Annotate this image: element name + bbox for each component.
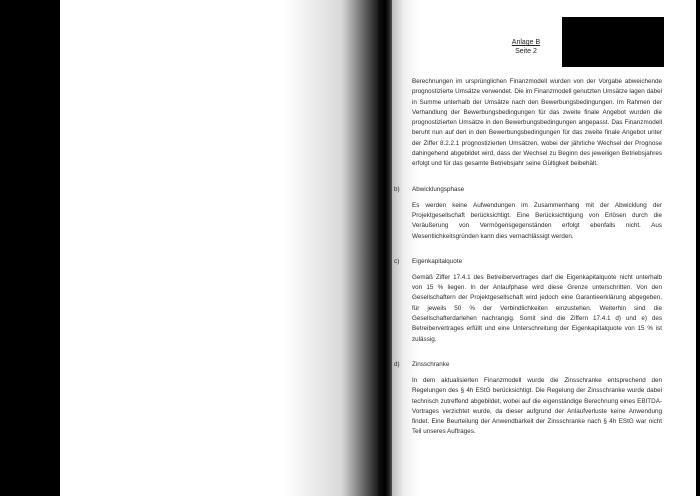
section-c — [394, 257, 662, 345]
section-heading — [394, 360, 662, 371]
section-letter: b) — [394, 185, 400, 193]
page-header — [496, 38, 556, 56]
section-body: In dem aktualisierten Finanzmodell wurde die Zinsschranke entsprechend den Regelungen des § 4h EStG berücksichtigt. Die Regelung der Zinsschranke wurde dabei technisch zutreffend abgebildet, wobei auf die eigenständige Berechnung eines EBITDA-Vortrages verzichtet wurde, da dieser aufgrund der Anlaufverluste keine Anwendung findet. Eine Beurteilung der Anwendbarkeit der Zinsschranke nach § 4h EStG war nicht Teil unseres Auftrages. — [412, 376, 662, 436]
scan-border-right — [696, 0, 700, 496]
section-body: Es werden keine Aufwendungen im Zusammenhang mit der Abwicklung der Projektgesellschaft berücksichtigt. Eine Berücksichtigung von Erlösen durch die Veräußerung von Vermögensgegenständen erfolgt ebenfalls nicht. Aus Wesentlichkeitsgründen kann dies vernachlässigt werden. — [412, 201, 662, 240]
section-b — [394, 185, 662, 242]
annex-label: Anlage B — [511, 39, 541, 46]
section-title: Zinsschranke — [412, 360, 450, 368]
section-title: Abwicklungsphase — [412, 185, 465, 193]
section-letter: c) — [394, 257, 400, 265]
right-page — [392, 0, 696, 496]
section-d — [394, 360, 662, 438]
section-heading — [394, 257, 662, 268]
intro-paragraph: Berechnungen im ursprünglichen Finanzmodell wurden von der Vorgabe abweichende prognostizierte Umsätze verwendet. Die im Finanzmodell genutzten Umsätze lagen dabei in Summe unterhalb der Umsätze nach den Bewerbungsbedingungen. Im Rahmen der Verhandlung der Bewerbungsbedingungen für das zweite finale Angebot wurden die prognostizierten Umsätze in den Bewerbungsbedingungen angepasst. Das Finanzmodell beruht nun auf den in den Bewerbungsbedingungen für das zweite finale Angebot unter der Ziffer 8.2.2.1 prognostizierten Umsätzen, wobei der jährliche Wechsel der Prognose dahingehend abgebildet wird, dass der Wechsel zu Beginn des jeweiligen Betriebsjahres erfolgt und für das gesamte Betriebsjahr seine Gültigkeit beibehält. — [412, 78, 662, 168]
scan-border-left — [0, 0, 60, 496]
section-body: Gemäß Ziffer 17.4.1 des Betreibervertrages darf die Eigenkapitalquote nicht unterhalb von 15 % liegen. In der Anlaufphase wird diese Grenze unterschritten. Von den Gesellschaftern der Projektgesellschaft wird jedoch eine Garantieerklärung abgegeben, für jeweils 50 % der Verbindlichkeiten einzustehen. Weiterhin sind die Gesellschafterdarlehen nachrangig. Somit sind die Ziffern 17.4.1 d) und e) des Betreibervertrages erfüllt und eine Unterschreitung der Eigenkapitalquote von 15 % ist zulässig. — [412, 273, 662, 343]
document-body — [394, 77, 662, 444]
left-page — [60, 0, 380, 496]
section-heading — [394, 185, 662, 196]
section-letter: d) — [394, 360, 400, 368]
redaction-box — [562, 17, 664, 67]
section-title: Eigenkapitalquote — [412, 257, 463, 265]
page-number: Seite 2 — [515, 48, 537, 55]
